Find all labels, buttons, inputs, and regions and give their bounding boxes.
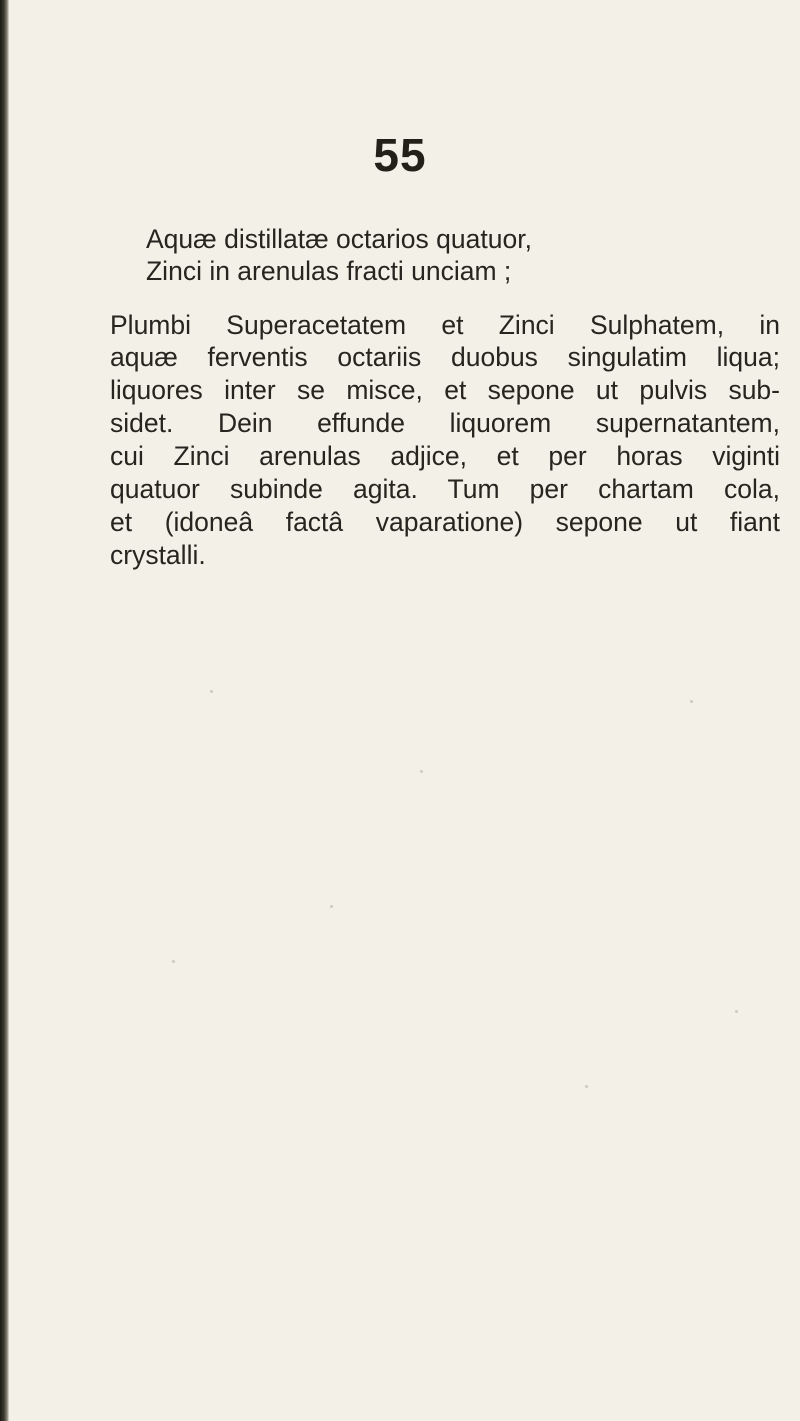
paper-speck	[585, 1085, 588, 1088]
ingredient-line-2: Zinci in arenulas fracti unciam ;	[146, 256, 512, 286]
instruction-line-7: et (idoneâ factâ vaparatione) sepone ut fiant	[110, 507, 780, 537]
ingredient-line-1: Aquæ distillatæ octarios quatuor,	[146, 224, 532, 254]
paper-speck	[420, 770, 423, 773]
instruction-line-5: cui Zinci arenulas adjice, et per horas viginti	[110, 441, 780, 471]
instruction-line-1: Plumbi Superacetatem et Zinci Sulphatem, in	[110, 310, 780, 340]
paper-speck	[172, 960, 175, 963]
paper-speck	[690, 700, 693, 703]
page-number: 55	[373, 129, 427, 181]
instruction-line-3: liquores inter se misce, et sepone ut pulvis sub-	[110, 375, 780, 405]
instruction-line-8: crystalli.	[110, 540, 206, 570]
paper-speck	[330, 905, 333, 908]
instruction-line-6: quatuor subinde agita. Tum per chartam cola,	[110, 474, 780, 504]
instruction-line-2: aquæ ferventis octariis duobus singulatim liqua;	[110, 342, 780, 372]
paper-speck	[735, 1010, 738, 1013]
paper-speck	[210, 690, 213, 693]
instruction-line-4: sidet. Dein effunde liquorem supernatantem,	[110, 408, 780, 438]
binding-edge	[0, 0, 9, 1421]
